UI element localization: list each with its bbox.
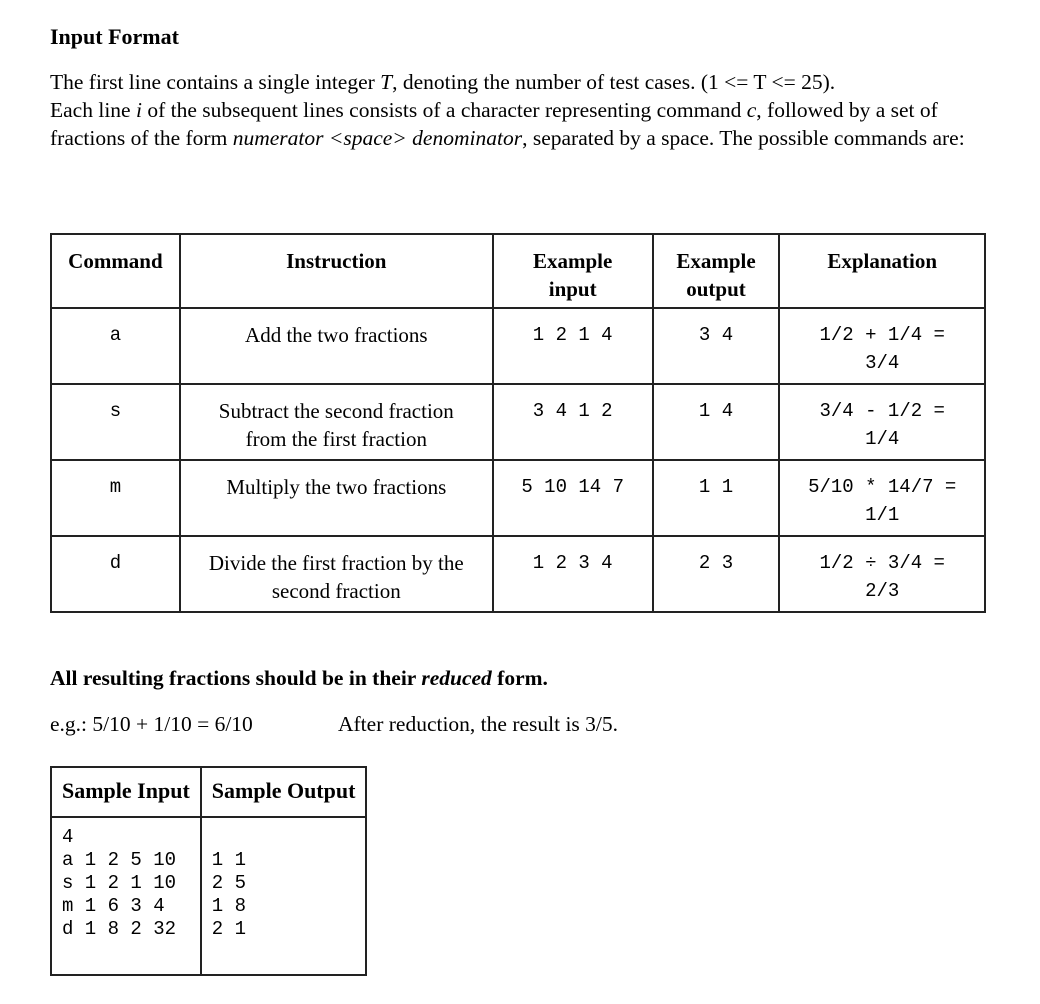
table-row: [51, 460, 985, 536]
table-row: [51, 308, 985, 384]
command-cell: d: [51, 536, 180, 612]
explanation-cell: 3/4 - 1/2 = 1/4: [779, 384, 985, 460]
explanation-cell: 1/2 + 1/4 = 3/4: [779, 308, 985, 384]
explanation-cell: 1/2 ÷ 3/4 = 2/3: [779, 536, 985, 612]
table-header-row: [51, 234, 985, 308]
example-input-cell: 3 4 1 2: [493, 384, 653, 460]
instruction-cell: Divide the first fraction by the second fraction: [180, 536, 493, 612]
command-cell: a: [51, 308, 180, 384]
commands-table: [50, 233, 986, 613]
header-example-input: Example input: [493, 234, 653, 308]
example-output-cell: 2 3: [653, 536, 780, 612]
example-output-cell: 3 4: [653, 308, 780, 384]
table-row: [51, 384, 985, 460]
header-instruction: Instruction: [180, 234, 493, 308]
example-text: e.g.: 5/10 + 1/10 = 6/10: [50, 712, 253, 736]
sample-input-header: Sample Input: [51, 767, 201, 817]
header-explanation: Explanation: [779, 234, 985, 308]
instruction-cell: Multiply the two fractions: [180, 460, 493, 536]
instruction-cell: Add the two fractions: [180, 308, 493, 384]
header-command: Command: [51, 234, 180, 308]
sample-input-cell: 4 a 1 2 5 10 s 1 2 1 10 m 1 6 3 4 d 1 8 2 32: [51, 817, 201, 975]
table-row: [51, 536, 985, 612]
command-cell: m: [51, 460, 180, 536]
reduced-form-note: All resulting fractions should be in their reduced form.: [50, 666, 548, 690]
example-output-cell: 1 1: [653, 460, 780, 536]
reduction-text: After reduction, the result is 3/5.: [338, 712, 619, 736]
sample-output-header: Sample Output: [201, 767, 367, 817]
example-input-cell: 1 2 3 4: [493, 536, 653, 612]
example-input-cell: 1 2 1 4: [493, 308, 653, 384]
header-example-output: Example output: [653, 234, 780, 308]
example-output-cell: 1 4: [653, 384, 780, 460]
explanation-cell: 5/10 * 14/7 = 1/1: [779, 460, 985, 536]
command-cell: s: [51, 384, 180, 460]
instruction-cell: Subtract the second fraction from the first fraction: [180, 384, 493, 460]
sample-table: [50, 766, 367, 976]
example-input-cell: 5 10 14 7: [493, 460, 653, 536]
section-heading: Input Format: [50, 24, 179, 49]
sample-output-cell: 1 1 2 5 1 8 2 1: [201, 817, 367, 975]
intro-paragraph: The first line contains a single integer T, denoting the number of test cases. (1 <= T <= 25). Each line i of the subsequent lines consists of a character representing command c, followed by a set of fractions of the form numerator <space> denominator, separated by a space. The possible commands are:: [50, 70, 965, 150]
